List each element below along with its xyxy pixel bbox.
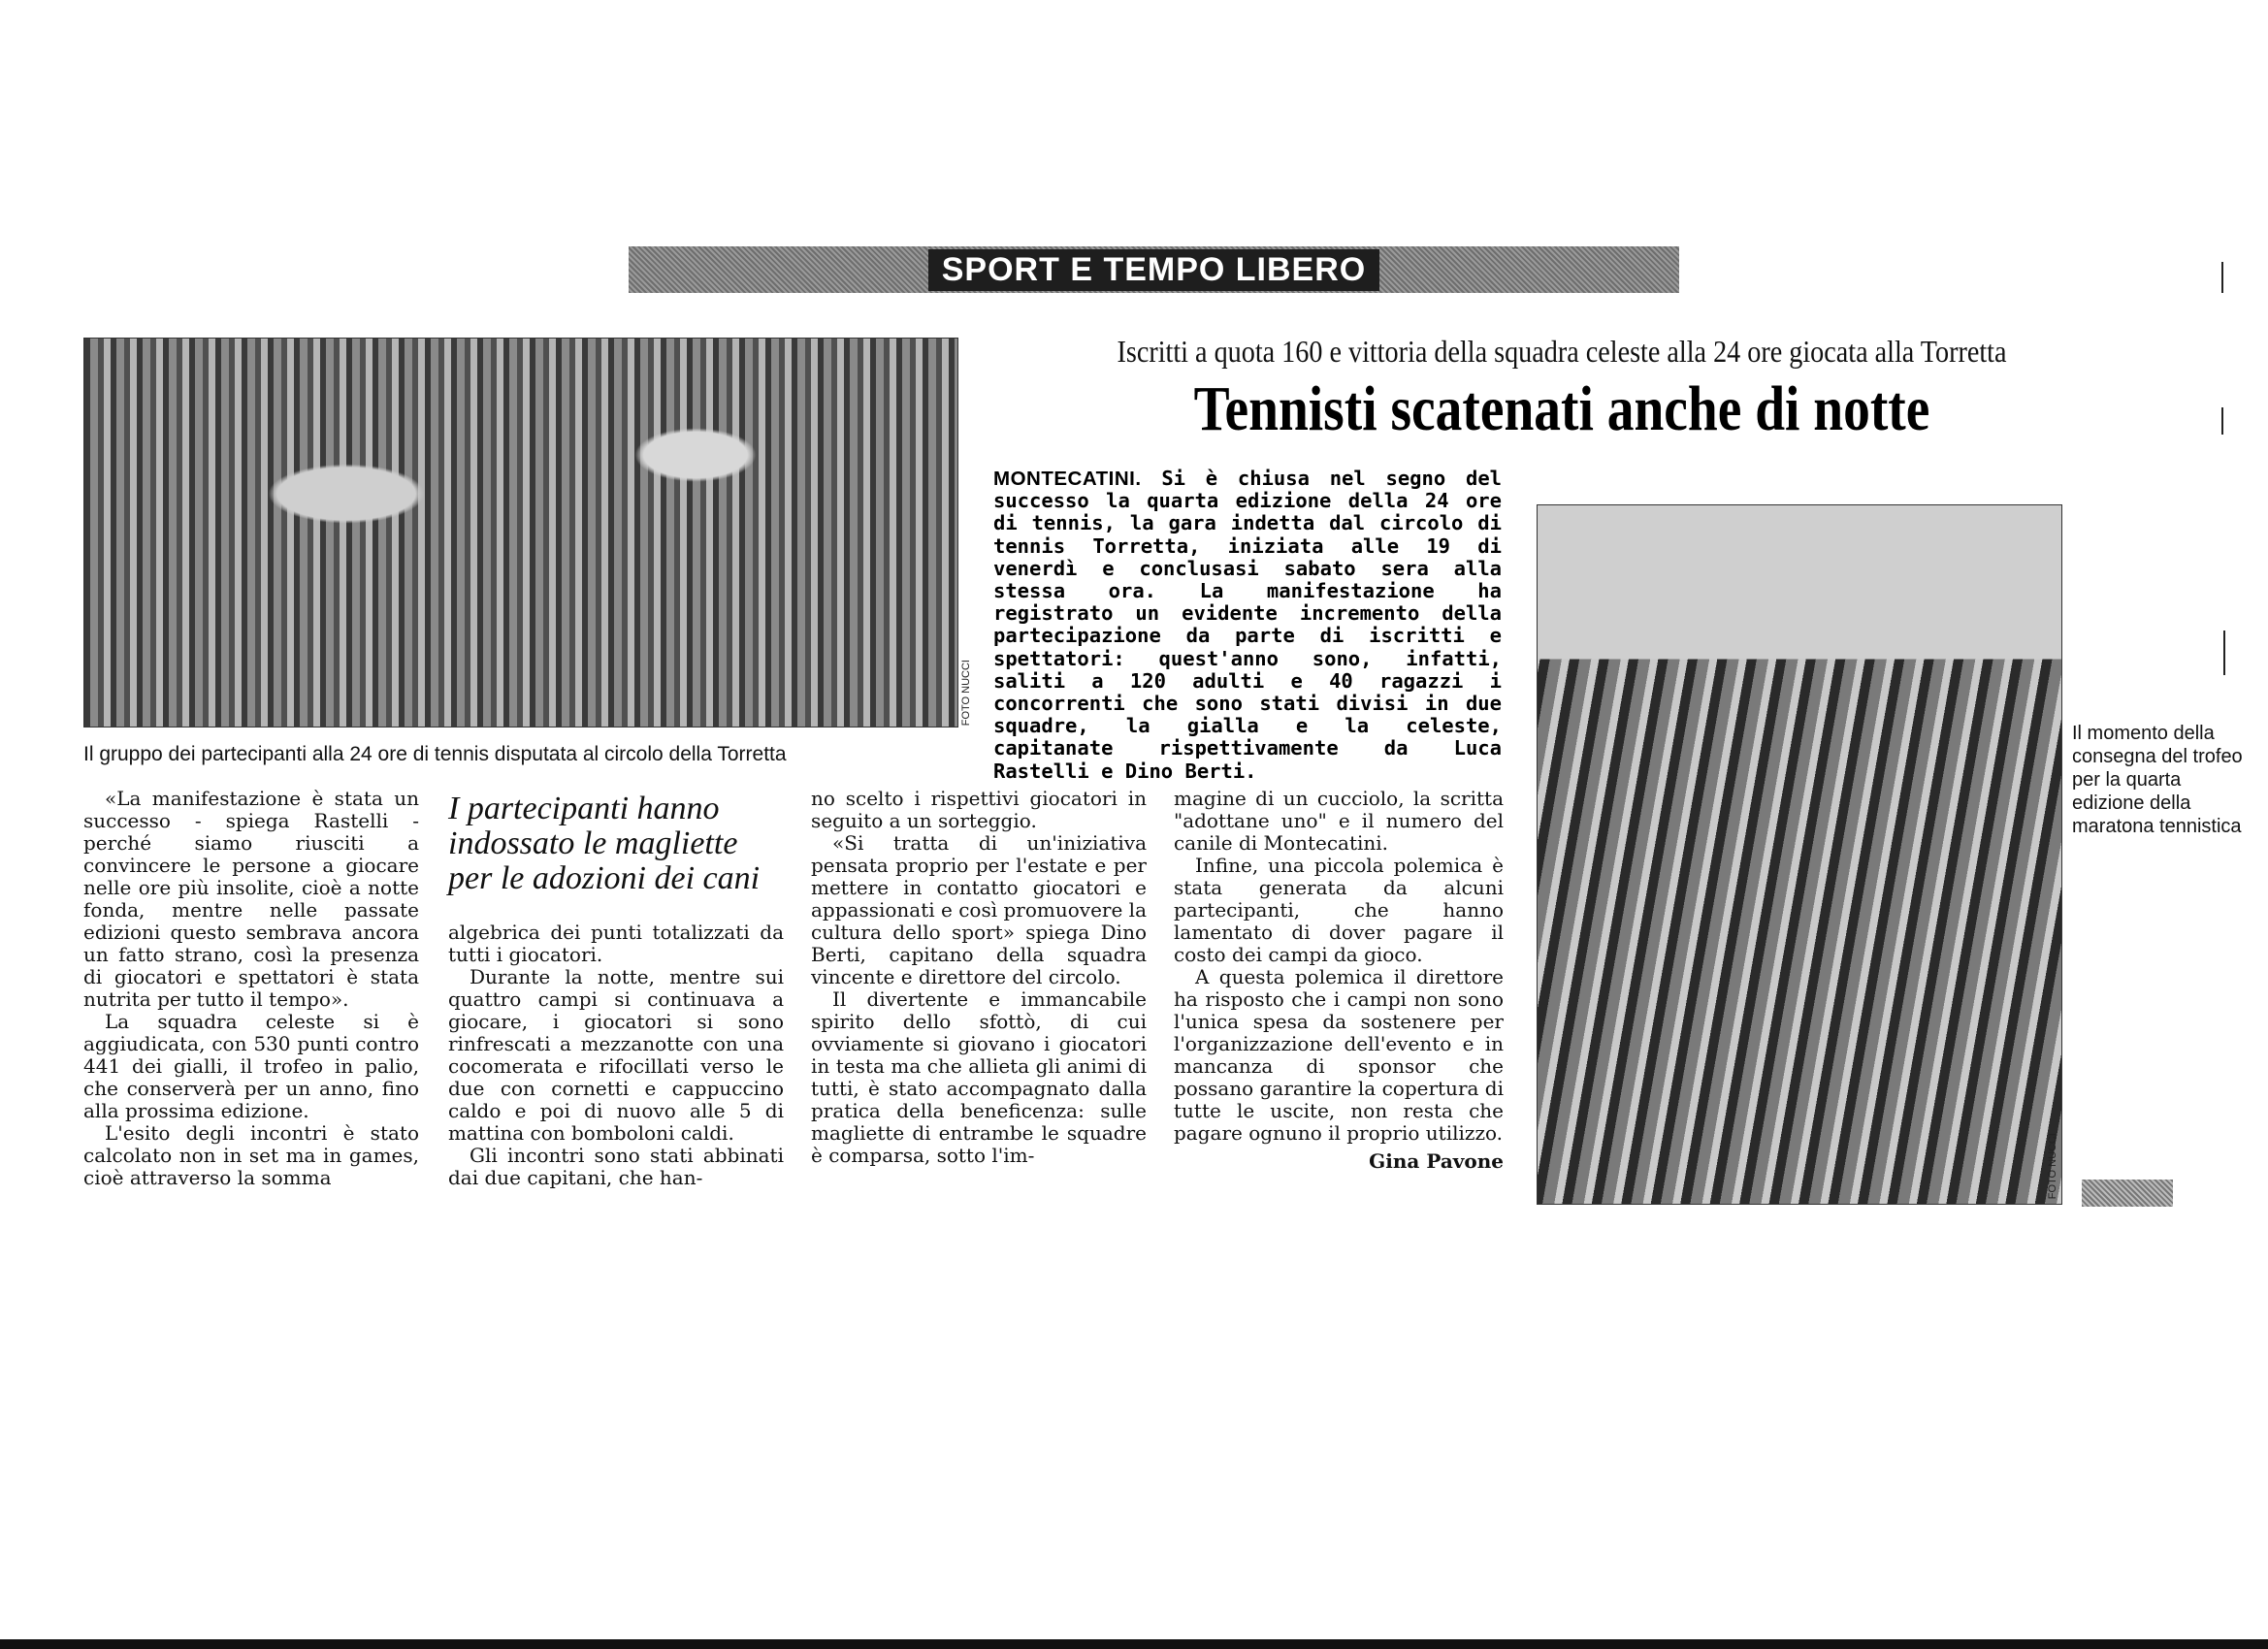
paragraph: algebrica dei punti totalizzati da tutti i giocatori. [448,921,784,966]
paragraph: Gli incontri sono stati abbinati dai due capitani, che han- [448,1144,784,1189]
edge-mark [2223,630,2225,675]
byline: Gina Pavone [1369,1149,1504,1173]
article-column-3 [811,788,1147,1167]
trophy-photo-credit: FOTO NUCCI [2047,1133,2058,1200]
edge-mark [2221,262,2223,293]
section-label: SPORT E TEMPO LIBERO [928,249,1379,291]
subheadline: Iscritti a quota 160 e vittoria della squadra celeste alla 24 ore giocata alla Torretta [1117,334,2007,369]
article-column-2 [448,922,784,1189]
paragraph: «La manifestazione è stata un successo - spiega Rastelli - perché siamo riusciti a convincere le persone a giocare nelle ore più insolite, cioè a notte fonda, mentre nelle passate edizioni questo sembrava ancora un fatto strano, così la presenza di giocatori e spettatori è stata nutrita per tutto il tempo». [83,787,419,1011]
group-photo-credit: FOTO NUCCI [960,660,972,727]
paragraph: L'esito degli incontri è stato calcolato non in set ma in games, cioè attraverso la somma [83,1121,419,1189]
corner-texture [2082,1180,2173,1207]
group-photo-caption: Il gruppo dei partecipanti alla 24 ore di tennis disputata al circolo della Torretta [83,743,787,765]
paragraph: A questa polemica il direttore ha risposto che i campi non sono l'unica spesa da sostenere per l'organizzazione dell'evento e in mancanza di sponsor che possano garantire la copertura di tutte le uscite, non resta che pagare ognuno il proprio utilizzo. [1174,965,1504,1145]
paragraph: Il divertente e immancabile spirito dello sfottò, di cui ovviamente si giovano i giocatori in testa ma che allieta gli animi di tutti, è stato accompagnato dalla pratica della beneficenza: sulle magliette di entrambe le squadre è comparsa, sotto l'im- [811,987,1147,1167]
paragraph: La squadra celeste si è aggiudicata, con 530 punti contro 441 dei gialli, il trofeo in palio, che conserverà per un anno, fino alla prossima edizione. [83,1010,419,1122]
article-column-1 [83,788,419,1189]
section-header-bar [629,246,1679,293]
trophy-photo-caption: Il momento della consegna del trofeo per la quarta edizione della maratona tennistica [2072,723,2243,837]
edge-mark [2221,407,2223,435]
paragraph: «Si tratta di un'iniziativa pensata proprio per l'estate e per mettere in contatto giocatori e appassionati e così promuovere la cultura dello sport» spiega Dino Berti, capitano della squadra vincente e direttore del circolo. [811,831,1147,988]
lead-text: Si è chiusa nel segno del successo la quarta edizione della 24 ore di tennis, la gara indetta dal circolo di tennis Torretta, iniziata alle 19 di venerdì e conclusasi sabato sera alla stessa ora. La manifestazione ha registrato un evidente incremento della partecipazione da parte di iscritti e spettatori: quest'anno sono, infatti, saliti a 120 adulti e 40 ragazzi i concorrenti che sono stati divisi in due squadre, la gialla e la celeste, capitanate rispettivamente da Luca Rastelli e Dino Berti. [993,467,1502,783]
trophy-photo [1537,504,2062,1205]
headline: Tennisti scatenati anche di notte [1193,373,1930,444]
group-photo [83,338,958,728]
paragraph: no scelto i rispettivi giocatori in seguito a un sorteggio. [811,787,1147,832]
paragraph: Durante la notte, mentre sui quattro campi si continuava a giocare, i giocatori si sono rinfrescati a mezzanotte con una cocomerata e rifocillati verso le due con cornetti e cappuccino caldo e poi di nuovo alle 5 di mattina con bomboloni caldi. [448,965,784,1145]
dateline: MONTECATINI. [993,468,1142,490]
scan-bottom-edge [0,1639,2268,1649]
article-column-4 [1174,788,1504,1173]
paragraph: Infine, una piccola polemica è stata generata da alcuni partecipanti, che hanno lamentato di dover pagare il costo dei campi da gioco. [1174,854,1504,966]
lead-paragraph [993,468,1502,783]
pull-quote: I partecipanti hanno indossato le magliette per le adozioni dei cani [448,791,761,896]
paragraph: magine di un cucciolo, la scritta "adottane uno" e il numero del canile di Montecatini. [1174,787,1504,855]
